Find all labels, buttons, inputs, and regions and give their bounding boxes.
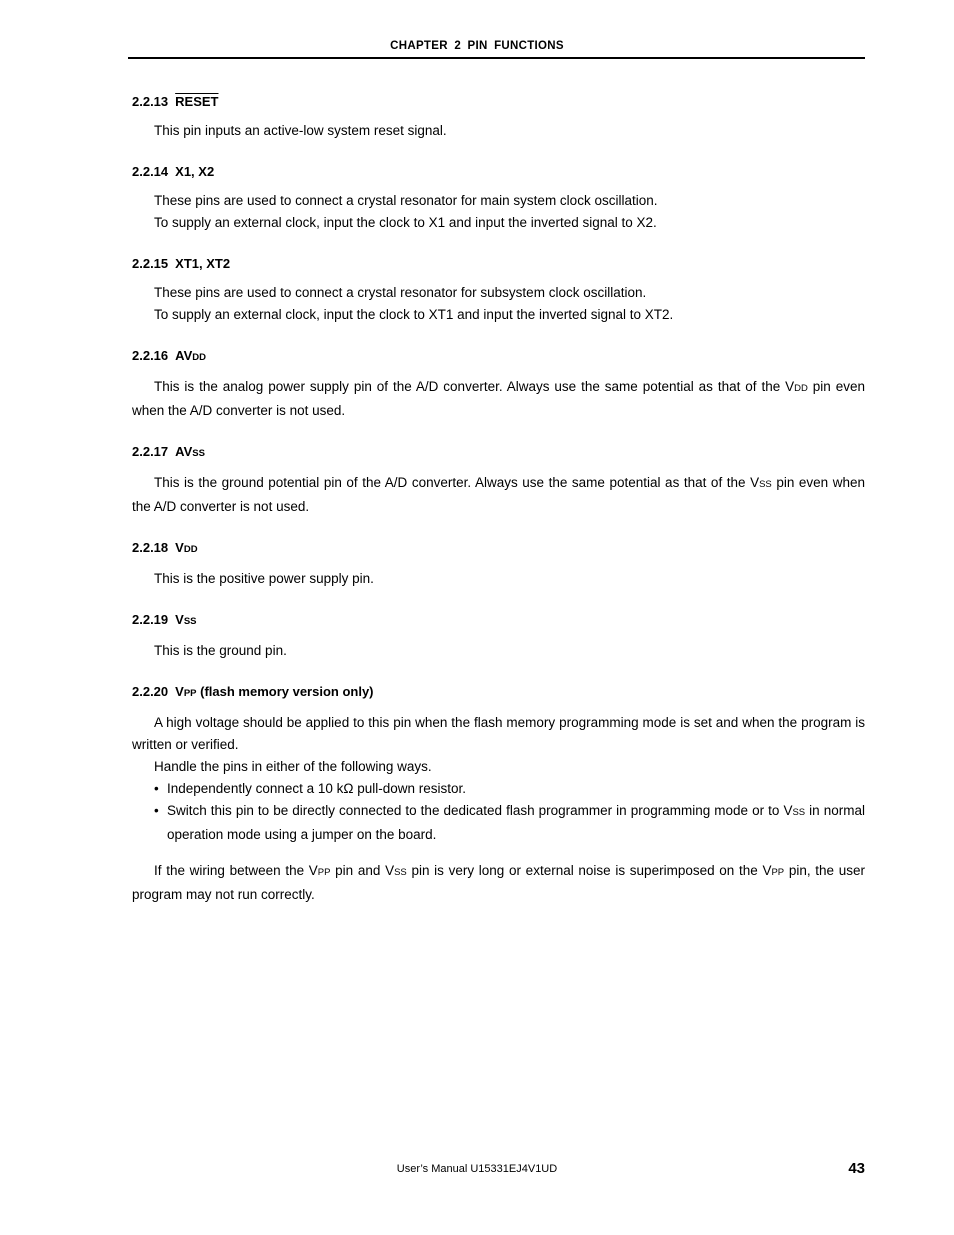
subscript: SS <box>394 867 407 878</box>
paragraph: This pin inputs an active-low system reset signal. <box>154 123 447 138</box>
section-title: XT1, XT2 <box>175 256 231 271</box>
section-heading <box>132 539 865 559</box>
paragraph: These pins are used to connect a crystal resonator for subsystem clock oscillation. <box>154 285 647 300</box>
section-heading <box>132 443 865 463</box>
section-number: 2.2.17 <box>132 444 169 459</box>
paragraph: This is the ground pin. <box>154 643 287 658</box>
section-title-subscript: PP <box>183 688 197 699</box>
section-heading <box>132 683 865 703</box>
section-title: V <box>175 612 184 627</box>
section-title: RESET <box>175 94 219 109</box>
page-number: 43 <box>848 1160 865 1177</box>
section-heading <box>132 163 865 181</box>
text-run: If the wiring between the V <box>154 863 318 878</box>
bullet-icon: • <box>154 781 159 796</box>
text-run: pin even when the A/D converter is not used. <box>132 379 865 418</box>
paragraph: To supply an external clock, input the clock to XT1 and input the inverted signal to XT2. <box>154 307 674 322</box>
paragraph: These pins are used to connect a crystal resonator for main system clock oscillation. <box>154 193 658 208</box>
list-item <box>132 778 865 800</box>
section-title: AV <box>175 444 193 459</box>
section-avss <box>132 443 865 518</box>
section-reset <box>132 93 865 142</box>
paragraph: This is the positive power supply pin. <box>154 571 374 586</box>
section-vss <box>132 611 865 662</box>
section-number: 2.2.15 <box>132 256 169 271</box>
footer-manual-id: User’s Manual U15331EJ4V1UD <box>396 1163 558 1175</box>
paragraph: To supply an external clock, input the clock to X1 and input the inverted signal to X2. <box>154 215 657 230</box>
section-heading <box>132 93 865 111</box>
subscript: DD <box>794 383 808 394</box>
bullet-icon: • <box>154 803 159 818</box>
subscript: SS <box>759 479 772 490</box>
text-run: Switch this pin to be directly connected to the dedicated flash programmer in programming mode or to V <box>167 803 793 818</box>
section-title: AV <box>175 348 193 363</box>
section-xt1-xt2 <box>132 255 865 326</box>
list-item-text: Independently connect a 10 kΩ pull-down resistor. <box>167 781 467 796</box>
section-number: 2.2.20 <box>132 684 169 699</box>
paragraph <box>132 472 865 518</box>
section-title-subscript: SS <box>192 448 205 459</box>
text-run: This is the analog power supply pin of the A/D converter. Always use the same potential as that of the V <box>154 379 795 394</box>
section-number: 2.2.13 <box>132 94 169 109</box>
text-run: pin is very long or external noise is superimposed on the V <box>406 863 772 878</box>
subscript: PP <box>771 867 785 878</box>
paragraph <box>132 376 865 422</box>
running-header: CHAPTER 2 PIN FUNCTIONS <box>390 40 564 52</box>
section-title: V <box>175 684 184 699</box>
list-item <box>132 800 865 846</box>
text-run: This is the ground potential pin of the A/D converter. Always use the same potential as that of the V <box>154 475 760 490</box>
section-heading <box>132 255 865 273</box>
subscript: SS <box>792 807 806 818</box>
section-title-subscript: DD <box>183 544 198 555</box>
header-rule <box>128 57 865 59</box>
section-vdd <box>132 539 865 590</box>
section-number: 2.2.19 <box>132 612 169 627</box>
subscript: PP <box>317 867 331 878</box>
section-number: 2.2.16 <box>132 348 169 363</box>
section-title: V <box>175 540 184 555</box>
paragraph: A high voltage should be applied to this pin when the flash memory programming mode is set and when the program is written or verified. <box>132 715 865 752</box>
text-run: pin, the user program may not run correctly. <box>132 863 865 902</box>
list-item-text <box>167 800 865 846</box>
spacer <box>132 846 865 860</box>
section-avdd <box>132 347 865 422</box>
paragraph <box>132 860 865 906</box>
section-heading <box>132 347 865 367</box>
text-run: in normal operation mode using a jumper on the board. <box>167 803 865 842</box>
section-title-rest: (flash memory version only) <box>196 684 374 699</box>
text-run: pin and V <box>330 863 395 878</box>
section-number: 2.2.18 <box>132 540 169 555</box>
section-title-subscript: DD <box>192 352 206 363</box>
section-title: X1, X2 <box>175 164 215 179</box>
section-number: 2.2.14 <box>132 164 169 179</box>
section-vpp <box>132 683 865 906</box>
text-run: pin even when the A/D converter is not used. <box>132 475 865 514</box>
page-body <box>132 93 865 927</box>
section-x1-x2 <box>132 163 865 234</box>
paragraph: Handle the pins in either of the following ways. <box>154 759 432 774</box>
section-heading <box>132 611 865 631</box>
section-title-subscript: SS <box>183 616 197 627</box>
